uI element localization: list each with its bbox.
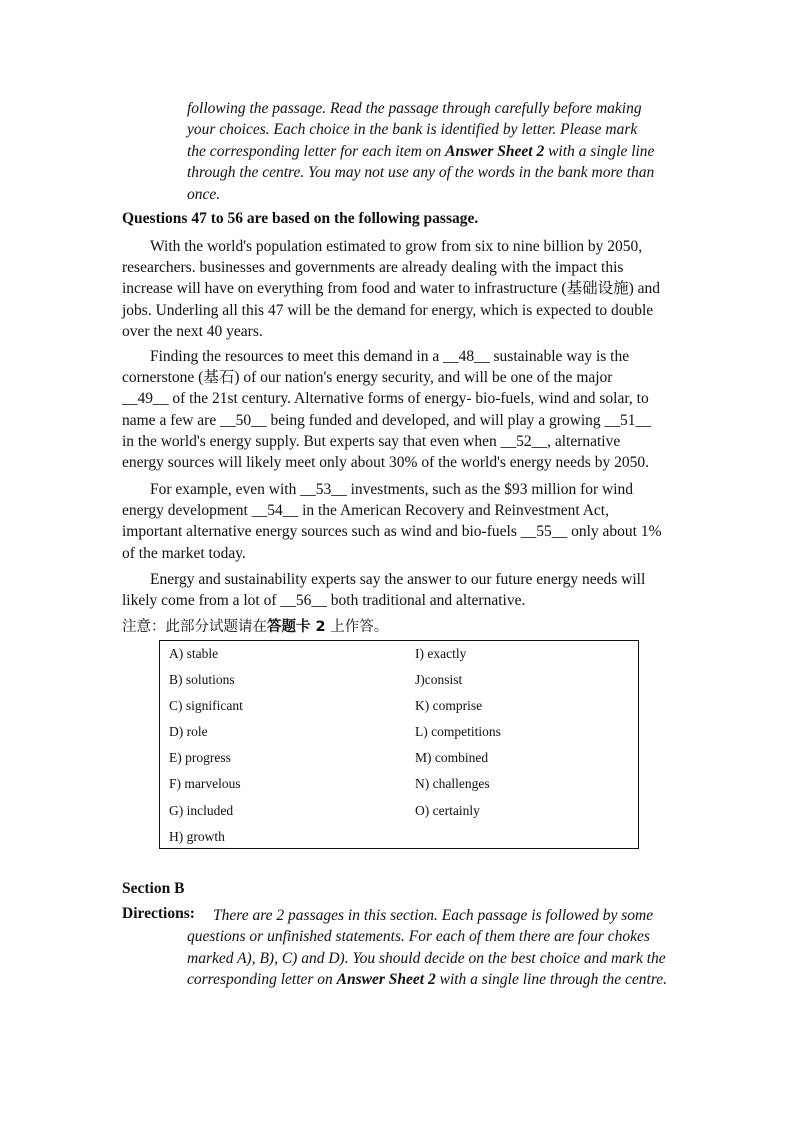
- directions-text: There are 2 passages in this section. Each passage is followed by some questions or unfinished statements. For each of them there are four chokes marked A), B), C) and D). You should decide on the best choice and mark the corresponding letter on Answer Sheet 2 with a single line through the centre.: [187, 907, 668, 989]
- word-bank-item: K) comprise: [415, 698, 483, 714]
- directions-label: Directions:: [122, 905, 195, 922]
- word-bank-right-column: [415, 645, 501, 828]
- passage-paragraph: For example, even with __53__ investments, such as the $93 million for wind energy development __54__ in the American Recovery and Reinvestment Act, important alternative energy sources such as wind and bio-fuels __55__ only about 1% of the market today.: [122, 481, 662, 562]
- word-bank-left-column: [169, 645, 243, 854]
- word-bank-item: F) marvelous: [169, 776, 241, 792]
- intro-line: your choices. Each choice in the bank is identified by letter. Please mark: [187, 121, 638, 139]
- intro-line: through the centre. You may not use any of the words in the bank more than: [187, 164, 655, 182]
- word-bank-item: O) certainly: [415, 802, 480, 818]
- word-bank-item: A) stable: [169, 646, 219, 661]
- passage-paragraph: With the world's population estimated to grow from six to nine billion by 2050, researchers. businesses and governments are already dealing with the impact this increase will have on everything from food and water to infrastructure (基础设施) and jobs. Underling all this 47 will be the demand for energy, which is expected to double over the next 40 years.: [122, 238, 661, 340]
- word-bank-item: L) competitions: [415, 724, 501, 740]
- intro-line: following the passage. Read the passage through carefully before making: [187, 100, 642, 117]
- section-title: Section B: [122, 880, 185, 897]
- word-bank-item: C) significant: [169, 698, 243, 714]
- word-bank-item: B) solutions: [169, 672, 235, 688]
- word-bank-item: I) exactly: [415, 646, 467, 661]
- word-bank-item: G) included: [169, 802, 234, 818]
- word-bank-item: H) growth: [169, 828, 225, 844]
- directions-continued: [187, 98, 687, 205]
- word-bank: [159, 640, 639, 849]
- answer-sheet-ref: Answer Sheet 2: [336, 971, 436, 989]
- answer-note: 注意：此部分试题请在答题卡 2 上作答。: [122, 619, 389, 635]
- word-bank-item: N) challenges: [415, 776, 490, 792]
- answer-sheet-ref: Answer Sheet 2: [445, 142, 545, 160]
- question-heading: Questions 47 to 56 are based on the following passage.: [122, 210, 479, 227]
- word-bank-item: J)consist: [415, 672, 463, 688]
- intro-line: the corresponding letter for each item on Answer Sheet 2 with a single line: [187, 142, 655, 160]
- passage-paragraph: Energy and sustainability experts say the answer to our future energy needs will likely come from a lot of __56__ both traditional and alternative.: [122, 571, 646, 610]
- passage-paragraph: Finding the resources to meet this demand in a __48__ sustainable way is the cornerstone (基石) of our nation's energy security, and will be one of the major __49__ of the 21st century. Alternative forms of energy- bio-fuels, wind and solar, to name a few are __50__ being funded and developed, and will play a growing __51__ in the world's energy supply. But experts say that even when __52__, alternative energy sources will likely meet only about 30% of the world's energy needs by 2050.: [122, 348, 651, 472]
- intro-line: once.: [187, 185, 221, 203]
- word-bank-item: D) role: [169, 724, 208, 740]
- word-bank-item: M) combined: [415, 750, 489, 766]
- word-bank-item: E) progress: [169, 750, 231, 766]
